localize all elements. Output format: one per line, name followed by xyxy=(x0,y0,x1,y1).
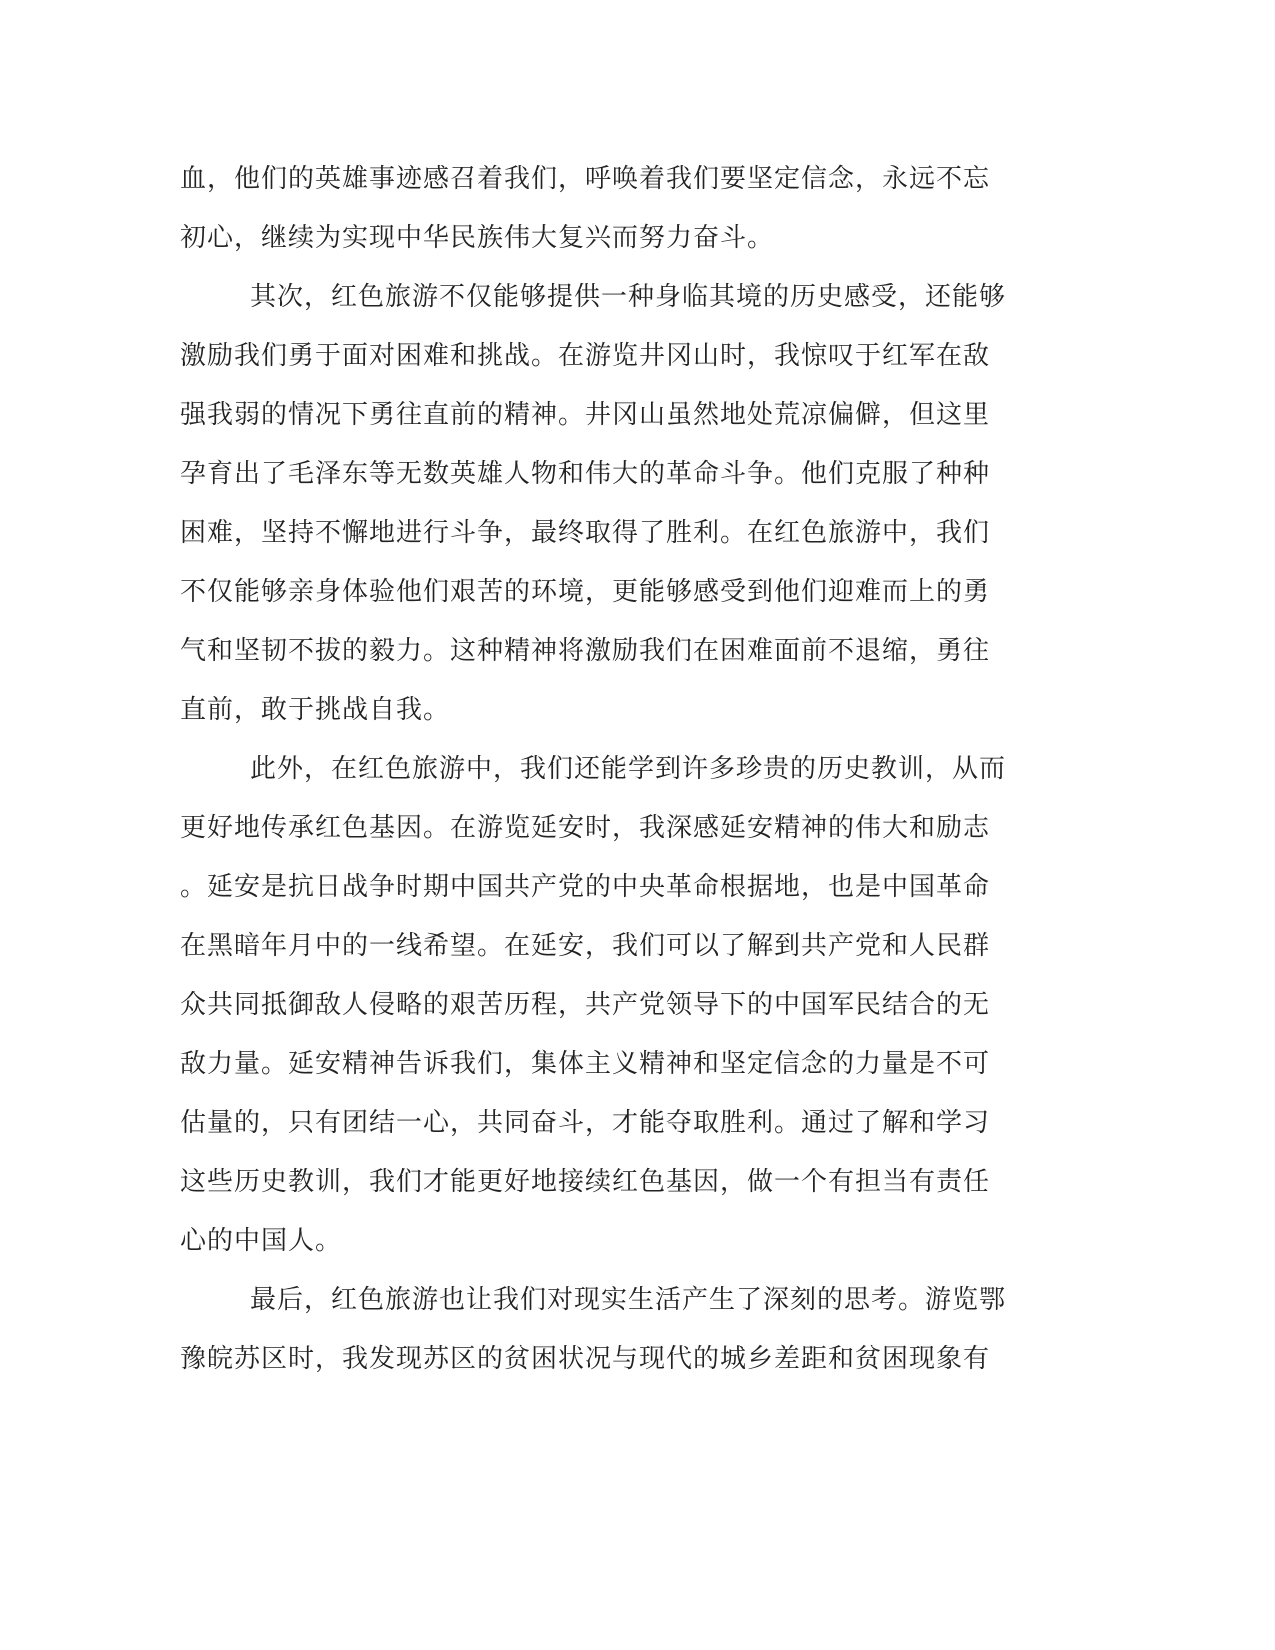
paragraph-start-line: 最后，红色旅游也让我们对现实生活产生了深刻的思考。游览鄂 xyxy=(250,1285,1007,1315)
text-line: 孕育出了毛泽东等无数英雄人物和伟大的革命斗争。他们克服了种种 xyxy=(180,459,991,489)
text-line: 更好地传承红色基因。在游览延安时，我深感延安精神的伟大和励志 xyxy=(180,813,991,843)
document-body xyxy=(180,150,1040,1389)
text-line: 强我弱的情况下勇往直前的精神。井冈山虽然地处荒凉偏僻，但这里 xyxy=(180,400,991,430)
paragraph-start-line: 此外，在红色旅游中，我们还能学到许多珍贵的历史教训，从而 xyxy=(250,754,1007,784)
text-line: 。延安是抗日战争时期中国共产党的中央革命根据地，也是中国革命 xyxy=(180,872,991,902)
text-line: 在黑暗年月中的一线希望。在延安，我们可以了解到共产党和人民群 xyxy=(180,931,991,961)
text-line: 直前，敢于挑战自我。 xyxy=(180,695,451,725)
text-line: 激励我们勇于面对困难和挑战。在游览井冈山时，我惊叹于红军在敌 xyxy=(180,341,991,371)
text-line: 困难，坚持不懈地进行斗争，最终取得了胜利。在红色旅游中，我们 xyxy=(180,518,991,548)
text-line: 不仅能够亲身体验他们艰苦的环境，更能够感受到他们迎难而上的勇 xyxy=(180,577,991,607)
text-line: 气和坚韧不拔的毅力。这种精神将激励我们在困难面前不退缩，勇往 xyxy=(180,636,991,666)
text-line: 众共同抵御敌人侵略的艰苦历程，共产党领导下的中国军民结合的无 xyxy=(180,990,991,1020)
text-line: 敌力量。延安精神告诉我们，集体主义精神和坚定信念的力量是不可 xyxy=(180,1049,991,1079)
text-line: 初心，继续为实现中华民族伟大复兴而努力奋斗。 xyxy=(180,223,775,253)
text-line: 估量的，只有团结一心，共同奋斗，才能夺取胜利。通过了解和学习 xyxy=(180,1108,991,1138)
text-line: 心的中国人。 xyxy=(180,1226,343,1256)
text-line: 血，他们的英雄事迹感召着我们，呼唤着我们要坚定信念，永远不忘 xyxy=(180,164,991,194)
paragraph-start-line: 其次，红色旅游不仅能够提供一种身临其境的历史感受，还能够 xyxy=(250,282,1007,312)
text-line: 这些历史教训，我们才能更好地接续红色基因，做一个有担当有责任 xyxy=(180,1167,991,1197)
text-line: 豫皖苏区时，我发现苏区的贫困状况与现代的城乡差距和贫困现象有 xyxy=(180,1344,991,1374)
